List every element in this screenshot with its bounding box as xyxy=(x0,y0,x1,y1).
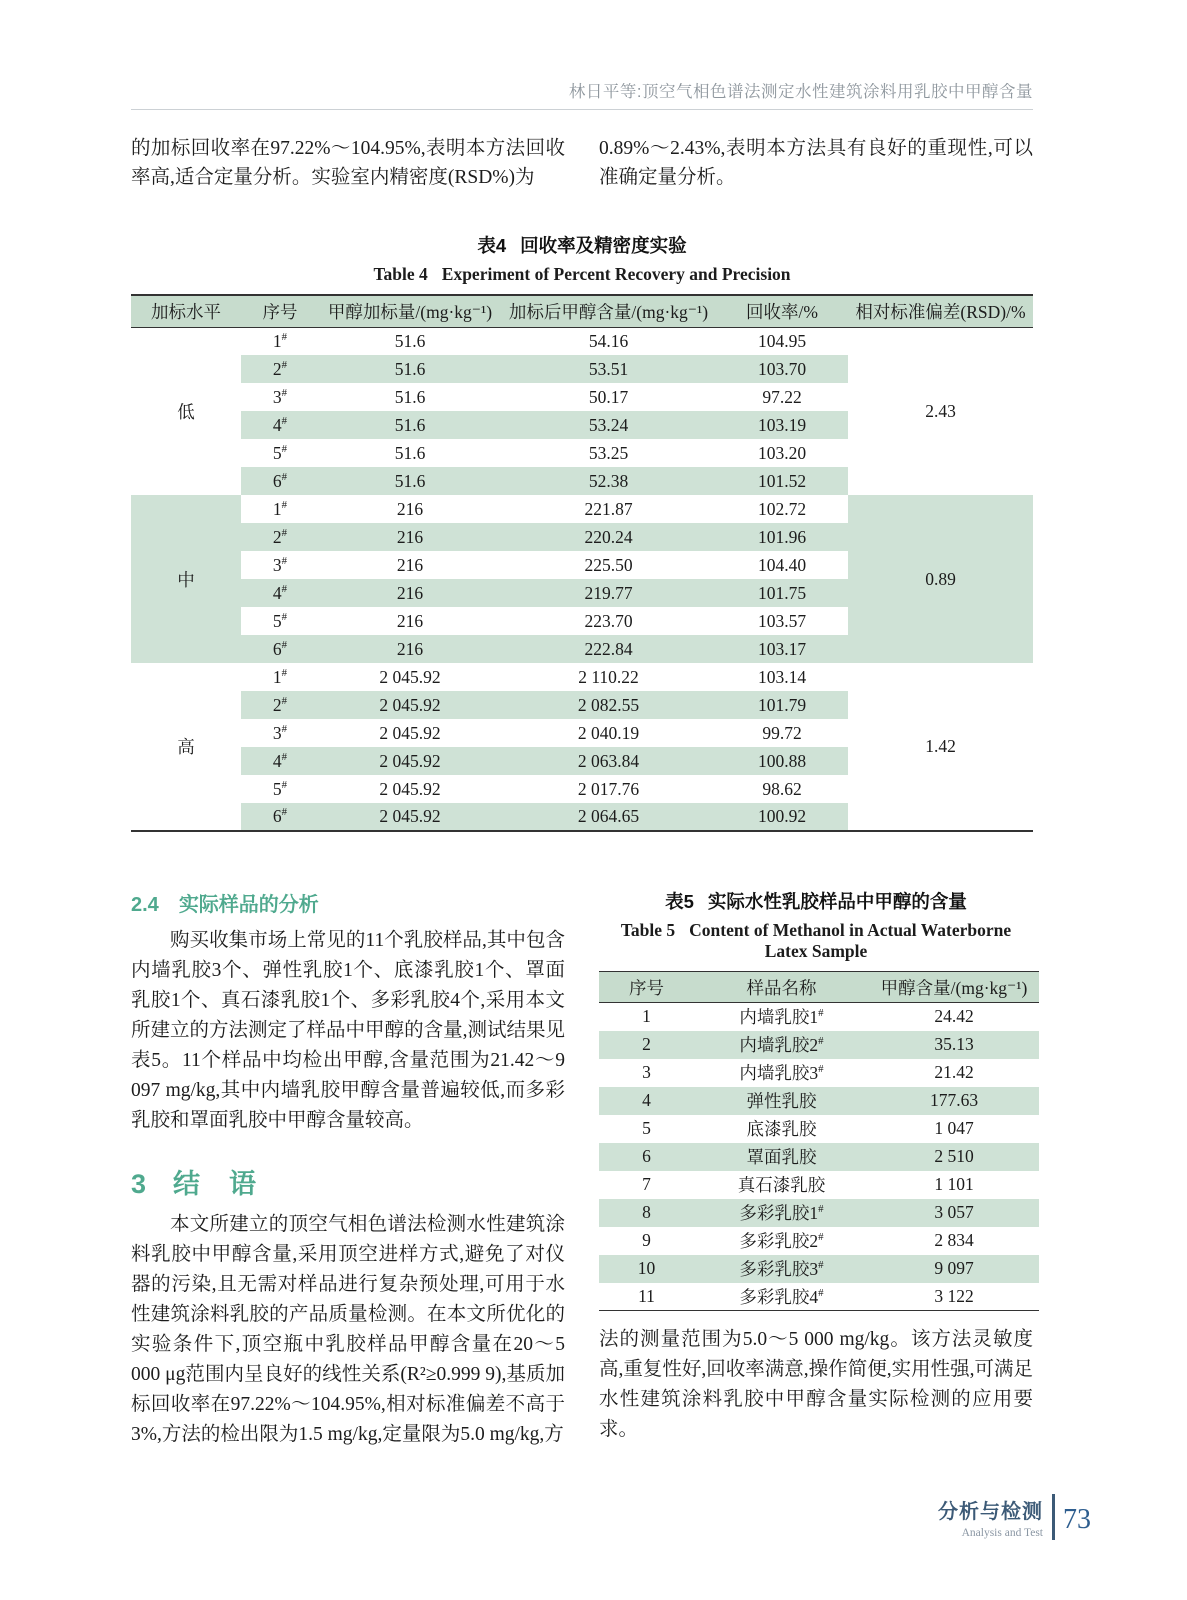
section-3-heading xyxy=(131,1162,565,1201)
table4-cell-recovery: 103.70 xyxy=(716,355,848,383)
table4-block xyxy=(131,232,1033,832)
table4-cell-level: 中 xyxy=(131,495,241,663)
table4-cell-spiked: 216 xyxy=(396,554,424,575)
table4-label-zh: 表4 xyxy=(477,235,507,256)
table5-cell-name: 罩面乳胶 xyxy=(694,1143,869,1171)
table5-cell-value: 9 097 xyxy=(869,1255,1039,1283)
table4-cell-found: 54.16 xyxy=(588,330,629,351)
table4-cell-level: 低 xyxy=(177,401,195,422)
table4-cell-no: 4# xyxy=(241,579,319,607)
table5-col-header-name: 样品名称 xyxy=(694,972,869,1003)
table4-col-header-spiked: 甲醇加标量/(mg·kg⁻¹) xyxy=(319,295,501,327)
table4-cell-found: 2 040.19 xyxy=(577,722,640,743)
table4-cell-recovery: 97.22 xyxy=(762,386,802,407)
table4-cell-rsd: 2.43 xyxy=(925,400,956,421)
table5-col-header-no: 序号 xyxy=(599,972,694,1003)
table4-title-en xyxy=(131,264,1033,285)
closing-right-paragraph: 法的测量范围为5.0～5 000 mg/kg。该方法灵敏度高,重复性好,回收率满意,操作简便,实用性强,可满足水性建筑涂料乳胶中甲醇含量实际检测的应用要求。 xyxy=(599,1329,1033,1440)
table5-cell-value: 24.42 xyxy=(934,1006,974,1027)
table5 xyxy=(599,971,1039,1311)
sample-number-mark: # xyxy=(281,330,288,343)
table4-cell-recovery: 102.72 xyxy=(757,498,807,519)
table4-header xyxy=(131,295,1033,327)
table5-cell-name: 弹性乳胶 xyxy=(694,1087,869,1115)
table4-body xyxy=(131,327,1033,831)
sample-number-mark: # xyxy=(281,610,288,623)
table4-cell-found: 219.77 xyxy=(501,579,716,607)
sample-number-mark: # xyxy=(281,638,288,651)
table5-cell-name: 内墙乳胶1# xyxy=(739,1007,824,1028)
sample-number-mark: # xyxy=(281,470,288,483)
sample-number-mark: # xyxy=(281,778,288,791)
table5-header-row xyxy=(599,972,1039,1003)
table5-row xyxy=(599,1199,1039,1227)
footer-section-en: Analysis and Test xyxy=(961,1527,1043,1539)
table4-cell-no: 6# xyxy=(241,467,319,495)
table4-cell-recovery: 103.19 xyxy=(716,411,848,439)
table4-cell-no: 3# xyxy=(272,554,288,575)
table4-cell-spiked: 2 045.92 xyxy=(379,778,441,799)
table4-cell-no: 1# xyxy=(272,330,288,351)
table4-cell-found: 50.17 xyxy=(588,386,629,407)
table4-row xyxy=(131,495,1033,523)
table4-cell-no: 2# xyxy=(241,691,319,719)
table4-cell-found: 52.38 xyxy=(501,467,716,495)
sample-number-mark: # xyxy=(281,722,288,735)
table4-cell-found: 2 017.76 xyxy=(577,778,640,799)
table4-cell-spiked: 51.6 xyxy=(319,467,501,495)
table4-header-row xyxy=(131,295,1033,327)
table5-title-en-text: Content of Methanol in Actual Waterborne Latex Sample xyxy=(689,920,1012,961)
table4-title-zh xyxy=(131,232,1033,258)
table4-cell-spiked: 2 045.92 xyxy=(319,803,501,831)
section-3-title: 结 语 xyxy=(173,1169,258,1199)
table4-cell-no: 1# xyxy=(272,498,288,519)
table5-cell-name: 真石漆乳胶 xyxy=(737,1175,826,1195)
bottom-right-column xyxy=(599,888,1033,1450)
table4-col-header-found: 加标后甲醇含量/(mg·kg⁻¹) xyxy=(501,295,716,327)
section-2-4-title: 实际样品的分析 xyxy=(178,894,319,916)
table4-label-en: Table 4 xyxy=(373,264,428,284)
table4-cell-spiked: 216 xyxy=(319,579,501,607)
table5-cell-name: 多彩乳胶3# xyxy=(694,1255,869,1283)
table4-cell-recovery: 103.17 xyxy=(716,635,848,663)
table4-cell-recovery: 104.95 xyxy=(757,330,807,351)
table5-row xyxy=(599,1143,1039,1171)
table5-cell-no: 10 xyxy=(599,1255,694,1283)
table4-title-zh-text: 回收率及精密度实验 xyxy=(520,235,687,256)
table5-row xyxy=(599,1115,1039,1143)
sample-number-mark: # xyxy=(818,1259,824,1272)
table5-row xyxy=(599,1255,1039,1283)
table4-row xyxy=(131,663,1033,691)
sample-number-mark: # xyxy=(281,358,288,371)
table5-cell-value: 2 834 xyxy=(934,1230,974,1250)
intro-right-paragraph: 0.89%～2.43%,表明本方法具有良好的重现性,可以准确定量分析。 xyxy=(599,138,1033,188)
intro-left-paragraph: 的加标回收率在97.22%～104.95%,表明本方法回收率高,适合定量分析。实验室内精密度(RSD%)为 xyxy=(131,138,565,188)
table4-cell-no: 1# xyxy=(272,666,288,687)
table5-cell-no: 7 xyxy=(642,1174,651,1194)
table4-col-header-recovery: 回收率/% xyxy=(716,295,848,327)
bottom-section xyxy=(131,888,1033,1450)
table5-cell-value: 35.13 xyxy=(869,1031,1039,1059)
table5-row xyxy=(599,1059,1039,1087)
table5-col-header-content: 甲醇含量/(mg·kg⁻¹) xyxy=(869,972,1039,1003)
table4-cell-spiked: 51.6 xyxy=(394,386,426,407)
table4-cell-found: 225.50 xyxy=(584,554,633,575)
table4-cell-found: 2 110.22 xyxy=(578,666,639,687)
table4-cell-recovery: 103.20 xyxy=(757,442,807,463)
table5-cell-name: 底漆乳胶 xyxy=(746,1119,817,1139)
table5-title-zh xyxy=(599,888,1033,914)
table4-cell-spiked: 2 045.92 xyxy=(379,666,441,687)
table5-cell-value: 1 047 xyxy=(934,1118,974,1138)
footer-section-zh: 分析与检测 xyxy=(938,1501,1043,1523)
sample-number-mark: # xyxy=(281,694,288,707)
page-footer xyxy=(938,1494,1091,1540)
table4-cell-spiked: 51.6 xyxy=(394,330,426,351)
table4-cell-found: 2 082.55 xyxy=(501,691,716,719)
table4-title-en-text: Experiment of Percent Recovery and Precision xyxy=(441,264,791,284)
table4-cell-no: 2# xyxy=(241,355,319,383)
table5-row xyxy=(599,1087,1039,1115)
table5-cell-name: 内墙乳胶2# xyxy=(694,1031,869,1059)
sample-number-mark: # xyxy=(281,498,288,511)
table5-cell-value: 1 101 xyxy=(934,1174,974,1194)
table5-row xyxy=(599,1031,1039,1059)
table5-cell-name: 多彩乳胶2# xyxy=(739,1231,824,1251)
table4-cell-no: 4# xyxy=(241,747,319,775)
table4-cell-recovery: 101.79 xyxy=(716,691,848,719)
table4-cell-no: 6# xyxy=(241,635,319,663)
section-3-number: 3 xyxy=(131,1169,148,1199)
table5-cell-value: 3 122 xyxy=(934,1285,974,1306)
intro-section xyxy=(131,134,1033,192)
sample-number-mark: # xyxy=(281,414,288,427)
sample-number-mark: # xyxy=(281,526,288,539)
sample-number-mark: # xyxy=(281,442,288,455)
table4-cell-spiked: 216 xyxy=(396,498,424,519)
table4-cell-no: 6# xyxy=(241,803,319,831)
table5-cell-name: 内墙乳胶3# xyxy=(739,1063,824,1083)
sample-number-mark: # xyxy=(818,1035,824,1048)
sample-number-mark: # xyxy=(818,1286,824,1299)
table4-cell-no: 5# xyxy=(272,778,288,799)
table4-cell-recovery: 101.75 xyxy=(716,579,848,607)
table4-cell-found: 223.70 xyxy=(584,610,633,631)
sample-number-mark: # xyxy=(818,1063,824,1076)
sample-number-mark: # xyxy=(281,806,288,819)
table5-title-zh-text: 实际水性乳胶样品中甲醇的含量 xyxy=(707,891,967,912)
table4-cell-spiked: 51.6 xyxy=(394,442,426,463)
section-2-4-number: 2.4 xyxy=(131,894,159,916)
footer-section-block xyxy=(938,1495,1043,1539)
footer-divider-bar xyxy=(1052,1494,1055,1540)
page-content xyxy=(131,0,1033,1450)
sample-number-mark: # xyxy=(818,1231,824,1244)
running-header: 林日平等:顶空气相色谱法测定水性建筑涂料用乳胶中甲醇含量 xyxy=(568,83,1033,101)
table4-cell-no: 2# xyxy=(241,523,319,551)
sample-number-mark: # xyxy=(281,582,288,595)
table4-cell-recovery: 98.62 xyxy=(762,778,802,799)
table5-cell-value: 177.63 xyxy=(869,1087,1039,1115)
table4-cell-rsd: 0.89 xyxy=(848,495,1033,663)
table5-title-en xyxy=(599,920,1033,962)
table4-cell-spiked: 216 xyxy=(319,523,501,551)
table5-cell-no: 9 xyxy=(642,1230,651,1250)
table4-cell-spiked: 2 045.92 xyxy=(379,722,441,743)
table5-row xyxy=(599,1171,1039,1199)
table4-cell-spiked: 2 045.92 xyxy=(319,747,501,775)
sample-number-mark: # xyxy=(281,666,288,679)
table4-cell-spiked: 51.6 xyxy=(319,355,501,383)
table5-cell-name: 多彩乳胶4# xyxy=(739,1286,824,1307)
table4-cell-found: 53.25 xyxy=(588,442,629,463)
table4 xyxy=(131,294,1033,832)
table5-row xyxy=(599,1227,1039,1255)
sample-number-mark: # xyxy=(281,750,288,763)
table5-cell-no: 8 xyxy=(599,1199,694,1227)
table4-cell-no: 5# xyxy=(272,610,288,631)
table4-row xyxy=(131,327,1033,355)
table5-cell-name: 多彩乳胶1# xyxy=(694,1199,869,1227)
table5-cell-value: 21.42 xyxy=(934,1062,974,1082)
table4-cell-recovery: 103.57 xyxy=(757,610,807,631)
table5-cell-no: 1 xyxy=(642,1006,651,1027)
table5-cell-no: 6 xyxy=(599,1143,694,1171)
table5-cell-no: 11 xyxy=(638,1285,655,1306)
sample-number-mark: # xyxy=(818,1203,824,1216)
bottom-left-column xyxy=(131,888,565,1450)
table4-cell-found: 220.24 xyxy=(501,523,716,551)
table5-body xyxy=(599,1003,1039,1311)
sample-number-mark: # xyxy=(281,554,288,567)
table4-col-header-level: 加标水平 xyxy=(131,295,241,327)
page-number: 73 xyxy=(1063,1504,1091,1535)
table5-label-en: Table 5 xyxy=(620,920,676,940)
table5-cell-no: 4 xyxy=(599,1087,694,1115)
header-divider xyxy=(131,109,1033,110)
table4-cell-recovery: 100.88 xyxy=(716,747,848,775)
table4-cell-no: 5# xyxy=(272,442,288,463)
section-3-paragraph: 本文所建立的顶空气相色谱法检测水性建筑涂料乳胶中甲醇含量,采用顶空进样方式,避免了对仪器的污染,且无需对样品进行复杂预处理,可用于水性建筑涂料乳胶的产品质量检测。在本文所优化的实验条件下,顶空瓶中乳胶样品甲醇含量在20～5 000 μg范围内呈良好的线性关系(R²≥0.999 9),基质加标回收率在97.22%～104.95%,相对标准偏差不高于3%,方法的检出限为1.5 mg/kg,定量限为5.0 mg/kg,方 xyxy=(131,1214,565,1445)
table4-cell-spiked: 2 045.92 xyxy=(319,691,501,719)
table5-cell-no: 5 xyxy=(642,1118,651,1138)
table4-cell-spiked: 216 xyxy=(396,610,424,631)
sample-number-mark: # xyxy=(281,386,288,399)
table5-cell-value: 2 510 xyxy=(869,1143,1039,1171)
table4-cell-recovery: 101.52 xyxy=(716,467,848,495)
table4-cell-level: 高 xyxy=(177,737,195,757)
table4-cell-recovery: 101.96 xyxy=(716,523,848,551)
table4-cell-recovery: 104.40 xyxy=(757,554,807,575)
table5-label-zh: 表5 xyxy=(665,891,694,912)
table4-cell-found: 2 063.84 xyxy=(501,747,716,775)
table4-cell-recovery: 100.92 xyxy=(716,803,848,831)
table4-cell-rsd: 1.42 xyxy=(925,736,956,756)
table4-cell-found: 221.87 xyxy=(584,498,633,519)
table4-cell-recovery: 99.72 xyxy=(762,722,802,743)
table5-cell-no: 3 xyxy=(642,1062,651,1082)
table4-cell-found: 222.84 xyxy=(501,635,716,663)
table5-header xyxy=(599,972,1039,1003)
table4-cell-no: 4# xyxy=(241,411,319,439)
section-2-4-paragraph: 购买收集市场上常见的11个乳胶样品,其中包含内墙乳胶3个、弹性乳胶1个、底漆乳胶1个、罩面乳胶1个、真石漆乳胶1个、多彩乳胶4个,采用本文所建立的方法测定了样品中甲醇的含量,测试结果见表5。11个样品中均检出甲醇,含量范围为21.42～9 097 mg/kg,其中内墙乳胶甲醇含量普遍较低,而多彩乳胶和罩面乳胶中甲醇含量较高。 xyxy=(131,930,565,1131)
table4-col-header-rsd: 相对标准偏差(RSD)/% xyxy=(848,295,1033,327)
table4-cell-no: 3# xyxy=(272,386,288,407)
table4-cell-spiked: 216 xyxy=(319,635,501,663)
table4-cell-spiked: 51.6 xyxy=(319,411,501,439)
table4-col-header-no: 序号 xyxy=(241,295,319,327)
table5-cell-no: 2 xyxy=(599,1031,694,1059)
section-2-4-heading xyxy=(131,888,565,917)
table4-cell-no: 3# xyxy=(272,722,288,743)
table4-cell-recovery: 103.14 xyxy=(757,666,807,687)
table4-cell-found: 2 064.65 xyxy=(501,803,716,831)
table5-row xyxy=(599,1003,1039,1031)
table5-cell-value: 3 057 xyxy=(869,1199,1039,1227)
table5-row xyxy=(599,1283,1039,1311)
table4-cell-found: 53.24 xyxy=(501,411,716,439)
sample-number-mark: # xyxy=(818,1007,824,1020)
table4-cell-found: 53.51 xyxy=(501,355,716,383)
